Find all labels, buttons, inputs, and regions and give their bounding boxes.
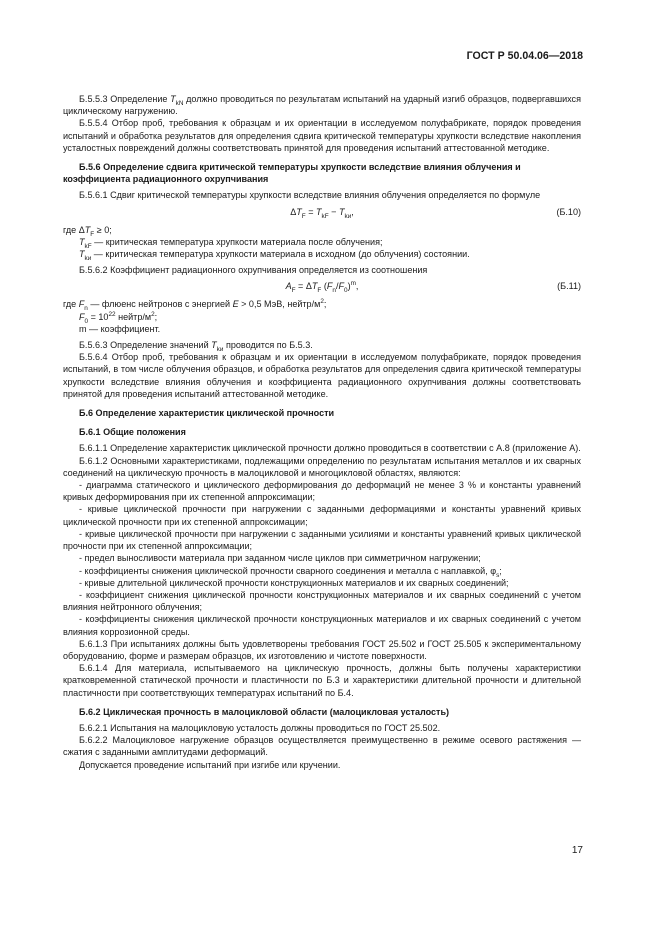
list-item: - предел выносливости материала при заданном числе циклов при симметричном нагружении; bbox=[79, 553, 481, 564]
para-b5561: Б.5.6.1 Сдвиг критической температуры хрупкости вследствие влияния облучения определяется по формуле bbox=[79, 190, 541, 201]
para-b612: Б.6.1.2 Основными характеристиками, подлежащими определению по результатам испытания металлов и их сварных соединений на циклическую прочность в малоцикловой и многоцикловой областях, являются: bbox=[63, 455, 581, 478]
para-b622: Б.6.2.2 Малоцикловое нагружение образцов осуществляется преимущественно в режиме осевого растяжения — сжатия с заданными амплитудами деформаций. bbox=[63, 735, 581, 758]
list-item: - коэффициенты снижения циклической прочности сварного соединения и металла с наплавкой, $\varphi_s$; bbox=[79, 565, 502, 579]
para-b5554: Б.5.5.4 Отбор проб, требования к образцам и их ориентации в исследуемом полуфабрикате, порядок проведения испытаний и обработка результатов для определения сдвига критической температуры хрупкости вследствие накопления усталостных повреждений должны соответствовать принятой для проведения испытаний аттестованной методике. bbox=[63, 118, 581, 153]
heading-b556: Б.5.6 Определение сдвига критической температуры хрупкости вследствие влияния облучения и коэффициента радиационного охрупчивания bbox=[63, 162, 521, 185]
para-b614: Б.6.1.4 Для материала, испытываемого на циклическую прочность, должны быть получены характеристики кратковременной статической прочности и пластичности по Б.3 и характеристики длительной прочности и длительной пластичности при соответствующих температурах испытаний по Б.4. bbox=[63, 663, 581, 698]
list-item: - кривые длительной циклической прочности конструкционных материалов и их сварных соединений; bbox=[79, 577, 509, 588]
heading-b61: Б.6.1 Общие положения bbox=[79, 427, 186, 438]
list-item: - коэффициент снижения циклической прочности конструкционных материалов и их сварных соединений с учетом влияния нейтронного облучения; bbox=[63, 589, 581, 613]
def-m: m — коэффициент. bbox=[79, 323, 161, 334]
list-item: - диаграмма статического и циклического деформирования до деформаций не менее 3 % и константы уравнений кривых деформирования при их степенной аппроксимации; bbox=[63, 480, 581, 503]
formula-b11-expression: $A_F = \Delta T_F$ $(F_n/F_0)^m$, bbox=[285, 280, 359, 295]
formula-b11-number: (Б.11) bbox=[557, 281, 581, 292]
para-b5562: Б.5.6.2 Коэффициент радиационного охрупчивания определяется из соотношения bbox=[79, 265, 428, 276]
formula-b11 bbox=[63, 278, 581, 294]
para-b5564: Б.5.6.4 Отбор проб, требования к образцам и их ориентации в исследуемом полуфабрикате, порядок проведения испытаний, в том числе облучения образцов, и обработка результатов для определения сдвига критической температуры хрупкости вследствие влияния облучения и коэффициента радиационного охрупчивания должны соответствовать принятой для проведения испытаний аттестованной методике. bbox=[63, 352, 581, 399]
para-b622b: Допускается проведение испытаний при изгибе или кручении. bbox=[79, 759, 341, 770]
page-content bbox=[63, 93, 581, 771]
para-b611: Б.6.1.1 Определение характеристик циклической прочности должно проводиться в соответствии с А.8 (приложение А). bbox=[79, 443, 581, 454]
def-f0: $F_0 = 10^{22}$ нейтр/$м^2$; bbox=[79, 310, 158, 325]
para-b621: Б.6.2.1 Испытания на малоцикловую усталость должны проводиться по ГОСТ 25.502. bbox=[79, 722, 441, 733]
def-tki: $T_{kи}$ — критическая температура хрупкости материала в исходном (до облучения) состоянии. bbox=[79, 249, 470, 262]
page-number: 17 bbox=[571, 845, 583, 856]
formula-b10-number: (Б.10) bbox=[556, 206, 581, 217]
def-tkf: $T_{kF}$ — критическая температура хрупкости материала после облучения; bbox=[79, 236, 383, 250]
formula-b10 bbox=[63, 204, 581, 220]
para-b5563: Б.5.6.3 Определение значений $T_{kи}$ проводится по Б.5.3. bbox=[79, 340, 313, 353]
para-b613: Б.6.1.3 При испытаниях должны быть удовлетворены требования ГОСТ 25.502 и ГОСТ 25.505 к экспериментальному оборудованию, форме и размерам образцов, их изготовлению и чистоте поверхности. bbox=[63, 638, 581, 661]
where-condition-b10: где $\Delta T_F \ge 0$; bbox=[63, 224, 112, 238]
list-item: - кривые циклической прочности при нагружении с заданными усилиями и константы уравнений кривых циклической прочности при их степенной аппроксимации; bbox=[63, 528, 581, 552]
standard-code: ГОСТ Р 50.04.06—2018 bbox=[466, 50, 583, 62]
def-fn: где $F_n$ — флюенс нейтронов с энергией E > 0,5 МэВ, нейтр/$м^2$; bbox=[63, 298, 327, 313]
para-b5553: Б.5.5.3 Определение $T_{kN}$ должно проводиться по результатам испытаний на ударный изгиб образцов, подвергавшихся циклическому нагружению. bbox=[63, 94, 581, 117]
heading-b6: Б.6 Определение характеристик циклической прочности bbox=[79, 408, 335, 419]
list-item: - коэффициенты снижения циклической прочности конструкционных материалов и их сварных соединений с учетом влияния коррозионной среды. bbox=[63, 614, 581, 637]
heading-b62: Б.6.2 Циклическая прочность в малоцикловой области (малоцикловая усталость) bbox=[79, 706, 450, 717]
list-item: - кривые циклической прочности при нагружении с заданными деформациями и константы уравнений кривых циклической прочности при их степенной аппроксимации; bbox=[63, 504, 581, 527]
formula-b10-expression: $\Delta T_F = T_{kF} - T_{kи}$, bbox=[290, 206, 354, 220]
